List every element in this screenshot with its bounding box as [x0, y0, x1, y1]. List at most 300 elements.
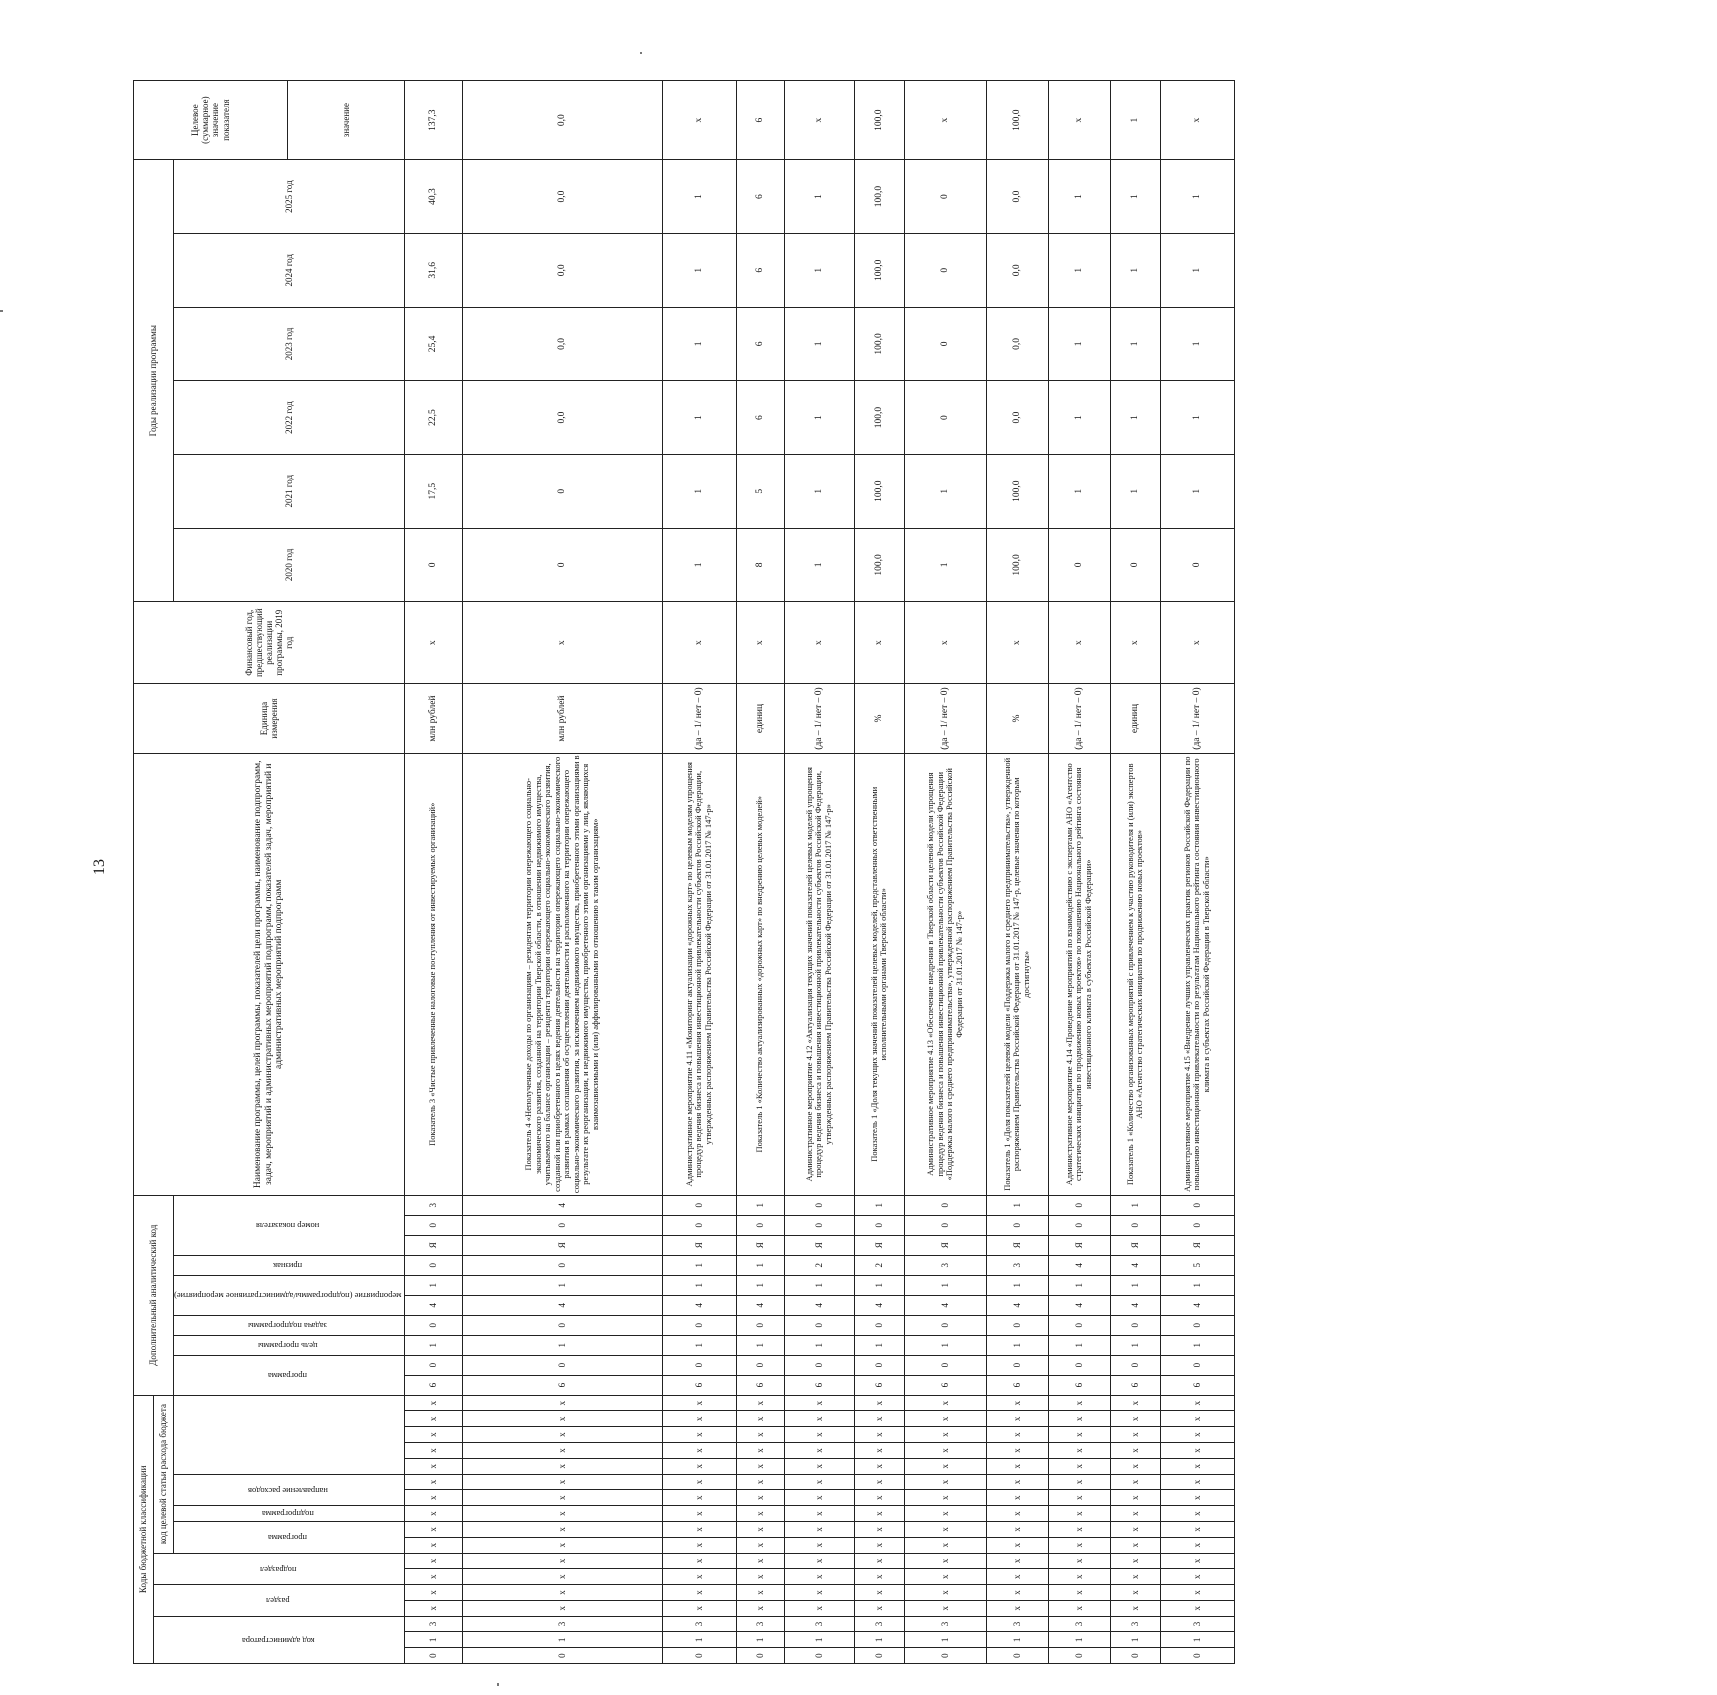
analytic-code-cell: 0 — [854, 1355, 904, 1375]
year-value-cell: 6 — [736, 381, 784, 455]
kbk-razdel-header: раздел — [154, 1585, 405, 1617]
table-body — [404, 81, 1234, 1664]
kbk-code-cell: x — [986, 1537, 1048, 1553]
target-value-cell: 6 — [736, 81, 784, 160]
year-value-cell: 0 — [1048, 528, 1110, 602]
kbk-code-cell: x — [404, 1537, 462, 1553]
kbk-code-cell: x — [662, 1537, 736, 1553]
kbk-code-cell: x — [736, 1585, 784, 1601]
kbk-code-cell: x — [854, 1411, 904, 1427]
kbk-code-cell: x — [736, 1458, 784, 1474]
kbk-code-cell: x — [1110, 1537, 1160, 1553]
kbk-code-cell: x — [662, 1427, 736, 1443]
kbk-code-cell: x — [784, 1411, 854, 1427]
analytic-code-cell: Я — [1160, 1235, 1234, 1255]
analytic-code-cell: 0 — [986, 1315, 1048, 1335]
kbk-code-cell: x — [462, 1395, 662, 1411]
kbk-code-cell: x — [404, 1411, 462, 1427]
kbk-code-cell: x — [1110, 1443, 1160, 1459]
kbk-code-cell: 1 — [904, 1632, 986, 1648]
year-value-cell: 1 — [1048, 381, 1110, 455]
kbk-code-cell: x — [854, 1474, 904, 1490]
kbk-code-cell: x — [784, 1521, 854, 1537]
analytic-code-cell: 0 — [784, 1355, 854, 1375]
year-value-cell: 1 — [1048, 307, 1110, 381]
year-value-cell: 0,0 — [986, 233, 1048, 307]
analytic-code-cell: 0 — [1048, 1355, 1110, 1375]
kbk-code-cell: 1 — [1160, 1632, 1234, 1648]
kbk-code-cell: x — [662, 1569, 736, 1585]
analytic-code-cell: 1 — [404, 1275, 462, 1295]
kbk-code-cell: x — [784, 1600, 854, 1616]
year-value-cell: 100,0 — [986, 528, 1048, 602]
year-value-cell: 25,4 — [404, 307, 462, 381]
analytic-code-cell: 6 — [1160, 1375, 1234, 1395]
analytic-code-cell: 0 — [904, 1315, 986, 1335]
kbk-code-cell: 0 — [1048, 1648, 1110, 1664]
kbk-code-cell: x — [662, 1521, 736, 1537]
year-value-cell: 1 — [662, 454, 736, 528]
kbk-code-cell: 0 — [662, 1648, 736, 1664]
unit-cell: единиц — [1110, 684, 1160, 753]
kbk-code-cell: x — [904, 1553, 986, 1569]
kbk-code-cell: x — [1160, 1427, 1234, 1443]
kbk-code-cell: x — [662, 1600, 736, 1616]
year-value-cell: 1 — [1048, 233, 1110, 307]
analytic-code-cell: 6 — [1110, 1375, 1160, 1395]
analytic-code-cell: 4 — [662, 1295, 736, 1315]
kbk-code-cell: x — [1048, 1569, 1110, 1585]
kbk-code-cell: 3 — [854, 1616, 904, 1632]
kbk-code-cell: 0 — [854, 1648, 904, 1664]
kbk-target-header: код целевой статьи расхода бюджета — [154, 1395, 174, 1553]
kbk-code-cell: x — [1110, 1521, 1160, 1537]
year-value-cell: 6 — [736, 233, 784, 307]
kbk-code-cell: x — [462, 1585, 662, 1601]
kbk-code-cell: x — [1048, 1490, 1110, 1506]
target-value-cell: x — [904, 81, 986, 160]
year-header: 2022 год — [174, 381, 405, 455]
kbk-code-cell: x — [1160, 1506, 1234, 1522]
analytic-code-cell: Я — [1048, 1235, 1110, 1255]
base-year-cell: x — [1160, 602, 1234, 684]
kbk-code-cell: 0 — [404, 1648, 462, 1664]
year-value-cell: 22,5 — [404, 381, 462, 455]
kbk-code-cell: x — [736, 1537, 784, 1553]
analytic-code-cell: 0 — [784, 1195, 854, 1215]
kbk-code-cell: x — [662, 1506, 736, 1522]
analytic-code-cell: 0 — [1160, 1215, 1234, 1235]
kbk-code-cell: x — [1110, 1395, 1160, 1411]
year-value-cell: 1 — [1110, 233, 1160, 307]
kbk-code-cell: x — [784, 1553, 854, 1569]
kbk-code-cell: x — [404, 1585, 462, 1601]
kbk-code-cell: x — [1110, 1458, 1160, 1474]
unit-cell: (да – 1/ нет – 0) — [784, 684, 854, 753]
kbk-code-cell: x — [662, 1585, 736, 1601]
kbk-code-cell: x — [784, 1443, 854, 1459]
analytic-code-cell: 4 — [462, 1295, 662, 1315]
kbk-code-cell: x — [462, 1600, 662, 1616]
base-year-cell: x — [784, 602, 854, 684]
kbk-code-cell: x — [662, 1490, 736, 1506]
target-value-cell: x — [784, 81, 854, 160]
year-value-cell: 0 — [904, 233, 986, 307]
kbk-code-cell: x — [904, 1458, 986, 1474]
analytic-code-cell: 1 — [662, 1335, 736, 1355]
analytic-code-cell: Я — [462, 1235, 662, 1255]
kbk-code-cell: x — [1160, 1395, 1234, 1411]
base-year-column-header: Финансовый год, предшествующий реализации программы, 2019 год — [134, 602, 405, 684]
kbk-code-cell: x — [1048, 1443, 1110, 1459]
base-year-cell: x — [662, 602, 736, 684]
kbk-code-cell: x — [986, 1521, 1048, 1537]
analytic-code-cell: 6 — [784, 1375, 854, 1395]
kbk-code-cell: 3 — [662, 1616, 736, 1632]
kbk-code-cell: x — [1110, 1411, 1160, 1427]
year-value-cell: 1 — [662, 307, 736, 381]
analytic-code-cell: 4 — [462, 1195, 662, 1215]
analytic-code-cell: 1 — [1110, 1275, 1160, 1295]
analytic-code-cell: 0 — [662, 1215, 736, 1235]
analytic-code-cell: 4 — [784, 1295, 854, 1315]
analytic-code-cell: Я — [904, 1235, 986, 1255]
analytic-code-cell: 0 — [904, 1355, 986, 1375]
year-header: 2021 год — [174, 454, 405, 528]
analytic-code-cell: 0 — [1110, 1215, 1160, 1235]
unit-column-header: Единица измерения — [134, 684, 405, 753]
analytic-code-cell: 1 — [404, 1335, 462, 1355]
target-group-header: Целевое (суммарное) значение показателя — [134, 81, 288, 160]
analytic-code-cell: 1 — [986, 1195, 1048, 1215]
analytic-code-cell: Я — [1110, 1235, 1160, 1255]
analytic-code-cell: 0 — [462, 1315, 662, 1335]
kbk-code-cell: x — [854, 1443, 904, 1459]
year-value-cell: 1 — [904, 528, 986, 602]
table-row — [1160, 81, 1234, 1664]
kbk-code-cell: 0 — [1160, 1648, 1234, 1664]
year-value-cell: 0 — [904, 381, 986, 455]
kbk-code-cell: x — [662, 1553, 736, 1569]
analytic-code-cell: 0 — [854, 1215, 904, 1235]
kbk-code-cell: x — [462, 1506, 662, 1522]
kbk-code-cell: 0 — [736, 1648, 784, 1664]
kbk-code-cell: x — [784, 1474, 854, 1490]
year-header: 2024 год — [174, 233, 405, 307]
year-value-cell: 1 — [1110, 454, 1160, 528]
analytic-code-cell: 4 — [854, 1295, 904, 1315]
rotated-table-container — [133, 80, 1717, 1658]
unit-cell: (да – 1/ нет – 0) — [662, 684, 736, 753]
analytic-code-cell: 6 — [736, 1375, 784, 1395]
year-value-cell: 0,0 — [986, 307, 1048, 381]
analytic-code-cell: 0 — [1160, 1355, 1234, 1375]
analytic-code-cell: 3 — [904, 1255, 986, 1275]
kbk-code-cell: x — [1110, 1427, 1160, 1443]
unit-cell: % — [986, 684, 1048, 753]
kbk-code-cell: x — [462, 1553, 662, 1569]
analytic-code-cell: 6 — [462, 1375, 662, 1395]
kbk-code-cell: x — [462, 1443, 662, 1459]
kbk-code-cell: x — [904, 1474, 986, 1490]
kbk-code-cell: x — [1048, 1553, 1110, 1569]
analytic-code-cell: Я — [736, 1235, 784, 1255]
year-value-cell: 0,0 — [462, 160, 662, 234]
scan-mark — [0, 310, 3, 312]
kbk-code-cell: x — [736, 1427, 784, 1443]
kbk-code-cell: 1 — [784, 1632, 854, 1648]
kbk-code-cell: x — [986, 1474, 1048, 1490]
kbk-code-cell: 3 — [736, 1616, 784, 1632]
kbk-code-cell: 0 — [986, 1648, 1048, 1664]
kbk-code-cell: x — [784, 1395, 854, 1411]
kbk-code-cell: x — [1160, 1553, 1234, 1569]
kbk-code-cell: 1 — [462, 1632, 662, 1648]
year-value-cell: 1 — [662, 160, 736, 234]
target-value-cell: 1 — [1110, 81, 1160, 160]
unit-cell: единиц — [736, 684, 784, 753]
kbk-code-cell: x — [854, 1521, 904, 1537]
table-row — [1048, 81, 1110, 1664]
kbk-code-cell: x — [404, 1553, 462, 1569]
year-value-cell: 5 — [736, 454, 784, 528]
kbk-code-cell: 1 — [854, 1632, 904, 1648]
kbk-code-cell: x — [1110, 1506, 1160, 1522]
kbk-code-cell: 1 — [1048, 1632, 1110, 1648]
year-value-cell: 0 — [904, 307, 986, 381]
kbk-code-cell: x — [904, 1490, 986, 1506]
base-year-cell: x — [404, 602, 462, 684]
analytic-code-cell: 0 — [1110, 1315, 1160, 1335]
analytic-code-cell: 0 — [662, 1195, 736, 1215]
unit-cell: (да – 1/ нет – 0) — [1048, 684, 1110, 753]
kbk-code-cell: 0 — [904, 1648, 986, 1664]
analytic-code-cell: 6 — [854, 1375, 904, 1395]
kbk-code-cell: x — [462, 1490, 662, 1506]
analytic-code-cell: 4 — [904, 1295, 986, 1315]
analytic-code-cell: 1 — [462, 1275, 662, 1295]
kbk-code-cell: x — [462, 1537, 662, 1553]
year-value-cell: 1 — [784, 528, 854, 602]
analytic-code-cell: 5 — [1160, 1255, 1234, 1275]
kbk-code-cell: x — [904, 1427, 986, 1443]
kbk-code-cell: x — [854, 1506, 904, 1522]
analytic-code-cell: Я — [784, 1235, 854, 1255]
target-value-cell: x — [1160, 81, 1234, 160]
indicator-name-cell: Административное мероприятие 4.11 «Мониторинг актуализации «дорожных карт» по целевым моделям упрощения процедур ведения бизнеса и повышения инвестиционной привлекательности субъектов Российской Федерации, утвержденных распоряжением Правительства Российской Федерации от 31.01.2017 № 147-р» — [662, 753, 736, 1195]
analytic-code-cell: 0 — [1110, 1355, 1160, 1375]
kbk-code-cell: x — [1160, 1521, 1234, 1537]
year-value-cell: 1 — [1048, 160, 1110, 234]
analytic-code-cell: Я — [404, 1235, 462, 1255]
kbk-code-cell: x — [736, 1443, 784, 1459]
table-row — [904, 81, 986, 1664]
kbk-code-cell: x — [904, 1506, 986, 1522]
analytic-code-cell: 2 — [854, 1255, 904, 1275]
kbk-programma-header: программа — [174, 1521, 405, 1553]
analytic-code-cell: 0 — [1048, 1195, 1110, 1215]
kbk-code-cell: x — [904, 1585, 986, 1601]
kbk-code-cell: x — [1110, 1474, 1160, 1490]
year-value-cell: 0 — [462, 528, 662, 602]
scan-mark — [497, 1683, 499, 1686]
dop-cel-header: цель программы — [174, 1335, 405, 1355]
year-value-cell: 1 — [1160, 160, 1234, 234]
year-value-cell: 0,0 — [986, 160, 1048, 234]
analytic-code-cell: 1 — [462, 1335, 662, 1355]
kbk-code-cell: x — [736, 1490, 784, 1506]
analytic-code-cell: 1 — [854, 1195, 904, 1215]
kbk-code-cell: x — [1160, 1474, 1234, 1490]
kbk-code-cell: x — [404, 1490, 462, 1506]
analytic-code-cell: 0 — [462, 1355, 662, 1375]
indicator-name-cell: Административное мероприятие 4.14 «Проведение мероприятий по взаимодействию с экспертами АНО «Агентство стратегических инициатив по продвижению новых проектов» по повышению Национального рейтинга состояния инвестиционного климата в субъектах Российской Федерации» — [1048, 753, 1110, 1195]
kbk-code-cell: x — [404, 1569, 462, 1585]
page-number: 13 — [91, 859, 108, 875]
target-value-cell: 0,0 — [462, 81, 662, 160]
analytic-code-cell: 6 — [986, 1375, 1048, 1395]
year-header: 2023 год — [174, 307, 405, 381]
kbk-code-cell: 0 — [784, 1648, 854, 1664]
kbk-code-cell: x — [1160, 1537, 1234, 1553]
analytic-code-cell: 4 — [1110, 1255, 1160, 1275]
base-year-cell: x — [854, 602, 904, 684]
analytic-code-cell: 1 — [986, 1335, 1048, 1355]
kbk-code-cell: x — [854, 1553, 904, 1569]
table-row — [462, 81, 662, 1664]
base-year-cell: x — [1110, 602, 1160, 684]
kbk-code-cell: x — [1160, 1569, 1234, 1585]
kbk-code-cell: x — [736, 1395, 784, 1411]
analytic-code-cell: 1 — [784, 1335, 854, 1355]
scan-mark — [640, 52, 642, 54]
year-value-cell: 0 — [904, 160, 986, 234]
year-value-cell: 1 — [662, 528, 736, 602]
kbk-code-cell: x — [904, 1537, 986, 1553]
kbk-code-cell: x — [736, 1411, 784, 1427]
analytic-code-cell: 1 — [1110, 1335, 1160, 1355]
kbk-code-cell: x — [784, 1506, 854, 1522]
kbk-code-cell: 3 — [404, 1616, 462, 1632]
year-value-cell: 0,0 — [462, 233, 662, 307]
kbk-code-cell: x — [1160, 1458, 1234, 1474]
kbk-code-cell: x — [986, 1585, 1048, 1601]
year-value-cell: 0,0 — [986, 381, 1048, 455]
analytic-code-cell: 0 — [736, 1355, 784, 1375]
year-value-cell: 1 — [1160, 454, 1234, 528]
year-value-cell: 1 — [784, 454, 854, 528]
analytic-code-cell: 0 — [784, 1215, 854, 1235]
kbk-code-cell: x — [854, 1395, 904, 1411]
year-value-cell: 1 — [1048, 454, 1110, 528]
analytic-code-cell: 4 — [404, 1295, 462, 1315]
year-value-cell: 31,6 — [404, 233, 462, 307]
kbk-code-cell: x — [404, 1521, 462, 1537]
kbk-code-cell: x — [462, 1427, 662, 1443]
kbk-code-cell: x — [904, 1521, 986, 1537]
year-value-cell: 100,0 — [854, 233, 904, 307]
analytic-code-cell: 1 — [1110, 1195, 1160, 1215]
indicator-name-cell: Административное мероприятие 4.15 «Внедрение лучших управленческих практик регионов Российской Федерации по повышению инвестиционной привлекательности по результатам Национального рейтинга состояния инвестиционного климата в субъектах Российской Федерации в Тверской области» — [1160, 753, 1234, 1195]
analytic-code-cell: 0 — [462, 1215, 662, 1235]
analytic-code-cell: 1 — [736, 1195, 784, 1215]
year-value-cell: 6 — [736, 160, 784, 234]
target-value-cell: 100,0 — [986, 81, 1048, 160]
kbk-code-cell: 1 — [404, 1632, 462, 1648]
kbk-code-cell: x — [404, 1427, 462, 1443]
analytic-code-cell: 0 — [784, 1315, 854, 1335]
analytic-code-cell: 0 — [986, 1215, 1048, 1235]
kbk-code-cell: x — [404, 1506, 462, 1522]
kbk-blank-header — [174, 1395, 405, 1474]
name-column-header: Наименование программы, целей программы, показателей цели программы, наименование подпрограмм, задач, мероприятий и административных мероприятий подпрограмм, показателей задач, мероприятий и административных мероприятий подпрограмм — [134, 753, 405, 1195]
analytic-code-cell: 1 — [986, 1275, 1048, 1295]
kbk-code-cell: x — [736, 1474, 784, 1490]
kbk-code-cell: 0 — [462, 1648, 662, 1664]
analytic-code-cell: 0 — [462, 1255, 662, 1275]
kbk-code-cell: x — [662, 1411, 736, 1427]
analytic-code-cell: 6 — [404, 1375, 462, 1395]
analytic-code-cell: 0 — [736, 1315, 784, 1335]
kbk-code-cell: x — [736, 1600, 784, 1616]
kbk-code-cell: 1 — [662, 1632, 736, 1648]
dop-nomer-header: номер показателя — [174, 1195, 405, 1255]
kbk-code-cell: x — [904, 1443, 986, 1459]
kbk-code-cell: x — [662, 1474, 736, 1490]
analytic-code-cell: Я — [986, 1235, 1048, 1255]
kbk-code-cell: x — [986, 1553, 1048, 1569]
kbk-code-cell: x — [1110, 1553, 1160, 1569]
kbk-code-cell: 3 — [1048, 1616, 1110, 1632]
kbk-code-cell: x — [1110, 1569, 1160, 1585]
year-value-cell: 1 — [1110, 307, 1160, 381]
analytic-code-cell: 0 — [404, 1315, 462, 1335]
kbk-code-cell: x — [1048, 1506, 1110, 1522]
kbk-code-cell: 0 — [1110, 1648, 1160, 1664]
dop-zadacha-header: задача подпрограммы — [174, 1315, 405, 1335]
kbk-code-cell: x — [986, 1443, 1048, 1459]
indicators-table — [133, 80, 1235, 1664]
analytic-code-cell: 0 — [1048, 1215, 1110, 1235]
analytic-code-cell: 1 — [904, 1275, 986, 1295]
kbk-code-cell: x — [784, 1490, 854, 1506]
kbk-code-cell: 1 — [986, 1632, 1048, 1648]
year-value-cell: 100,0 — [854, 381, 904, 455]
kbk-code-cell: x — [854, 1537, 904, 1553]
base-year-cell: x — [986, 602, 1048, 684]
kbk-code-cell: x — [404, 1458, 462, 1474]
kbk-admin-header: код администратора — [154, 1616, 405, 1663]
year-value-cell: 1 — [1110, 160, 1160, 234]
target-value-header: значение — [287, 81, 404, 160]
unit-cell: (да – 1/ нет – 0) — [1160, 684, 1234, 753]
analytic-code-cell: 6 — [1048, 1375, 1110, 1395]
target-value-cell: 137,3 — [404, 81, 462, 160]
kbk-code-cell: x — [1048, 1411, 1110, 1427]
analytic-code-cell: 0 — [662, 1315, 736, 1335]
year-value-cell: 1 — [1160, 233, 1234, 307]
year-value-cell: 1 — [784, 381, 854, 455]
kbk-code-cell: x — [736, 1569, 784, 1585]
kbk-code-cell: x — [1160, 1411, 1234, 1427]
base-year-cell: x — [462, 602, 662, 684]
kbk-code-cell: x — [986, 1490, 1048, 1506]
table-row — [854, 81, 904, 1664]
analytic-code-cell: 0 — [904, 1195, 986, 1215]
kbk-code-cell: x — [986, 1569, 1048, 1585]
table-header — [134, 81, 405, 1664]
analytic-code-cell: 4 — [986, 1295, 1048, 1315]
